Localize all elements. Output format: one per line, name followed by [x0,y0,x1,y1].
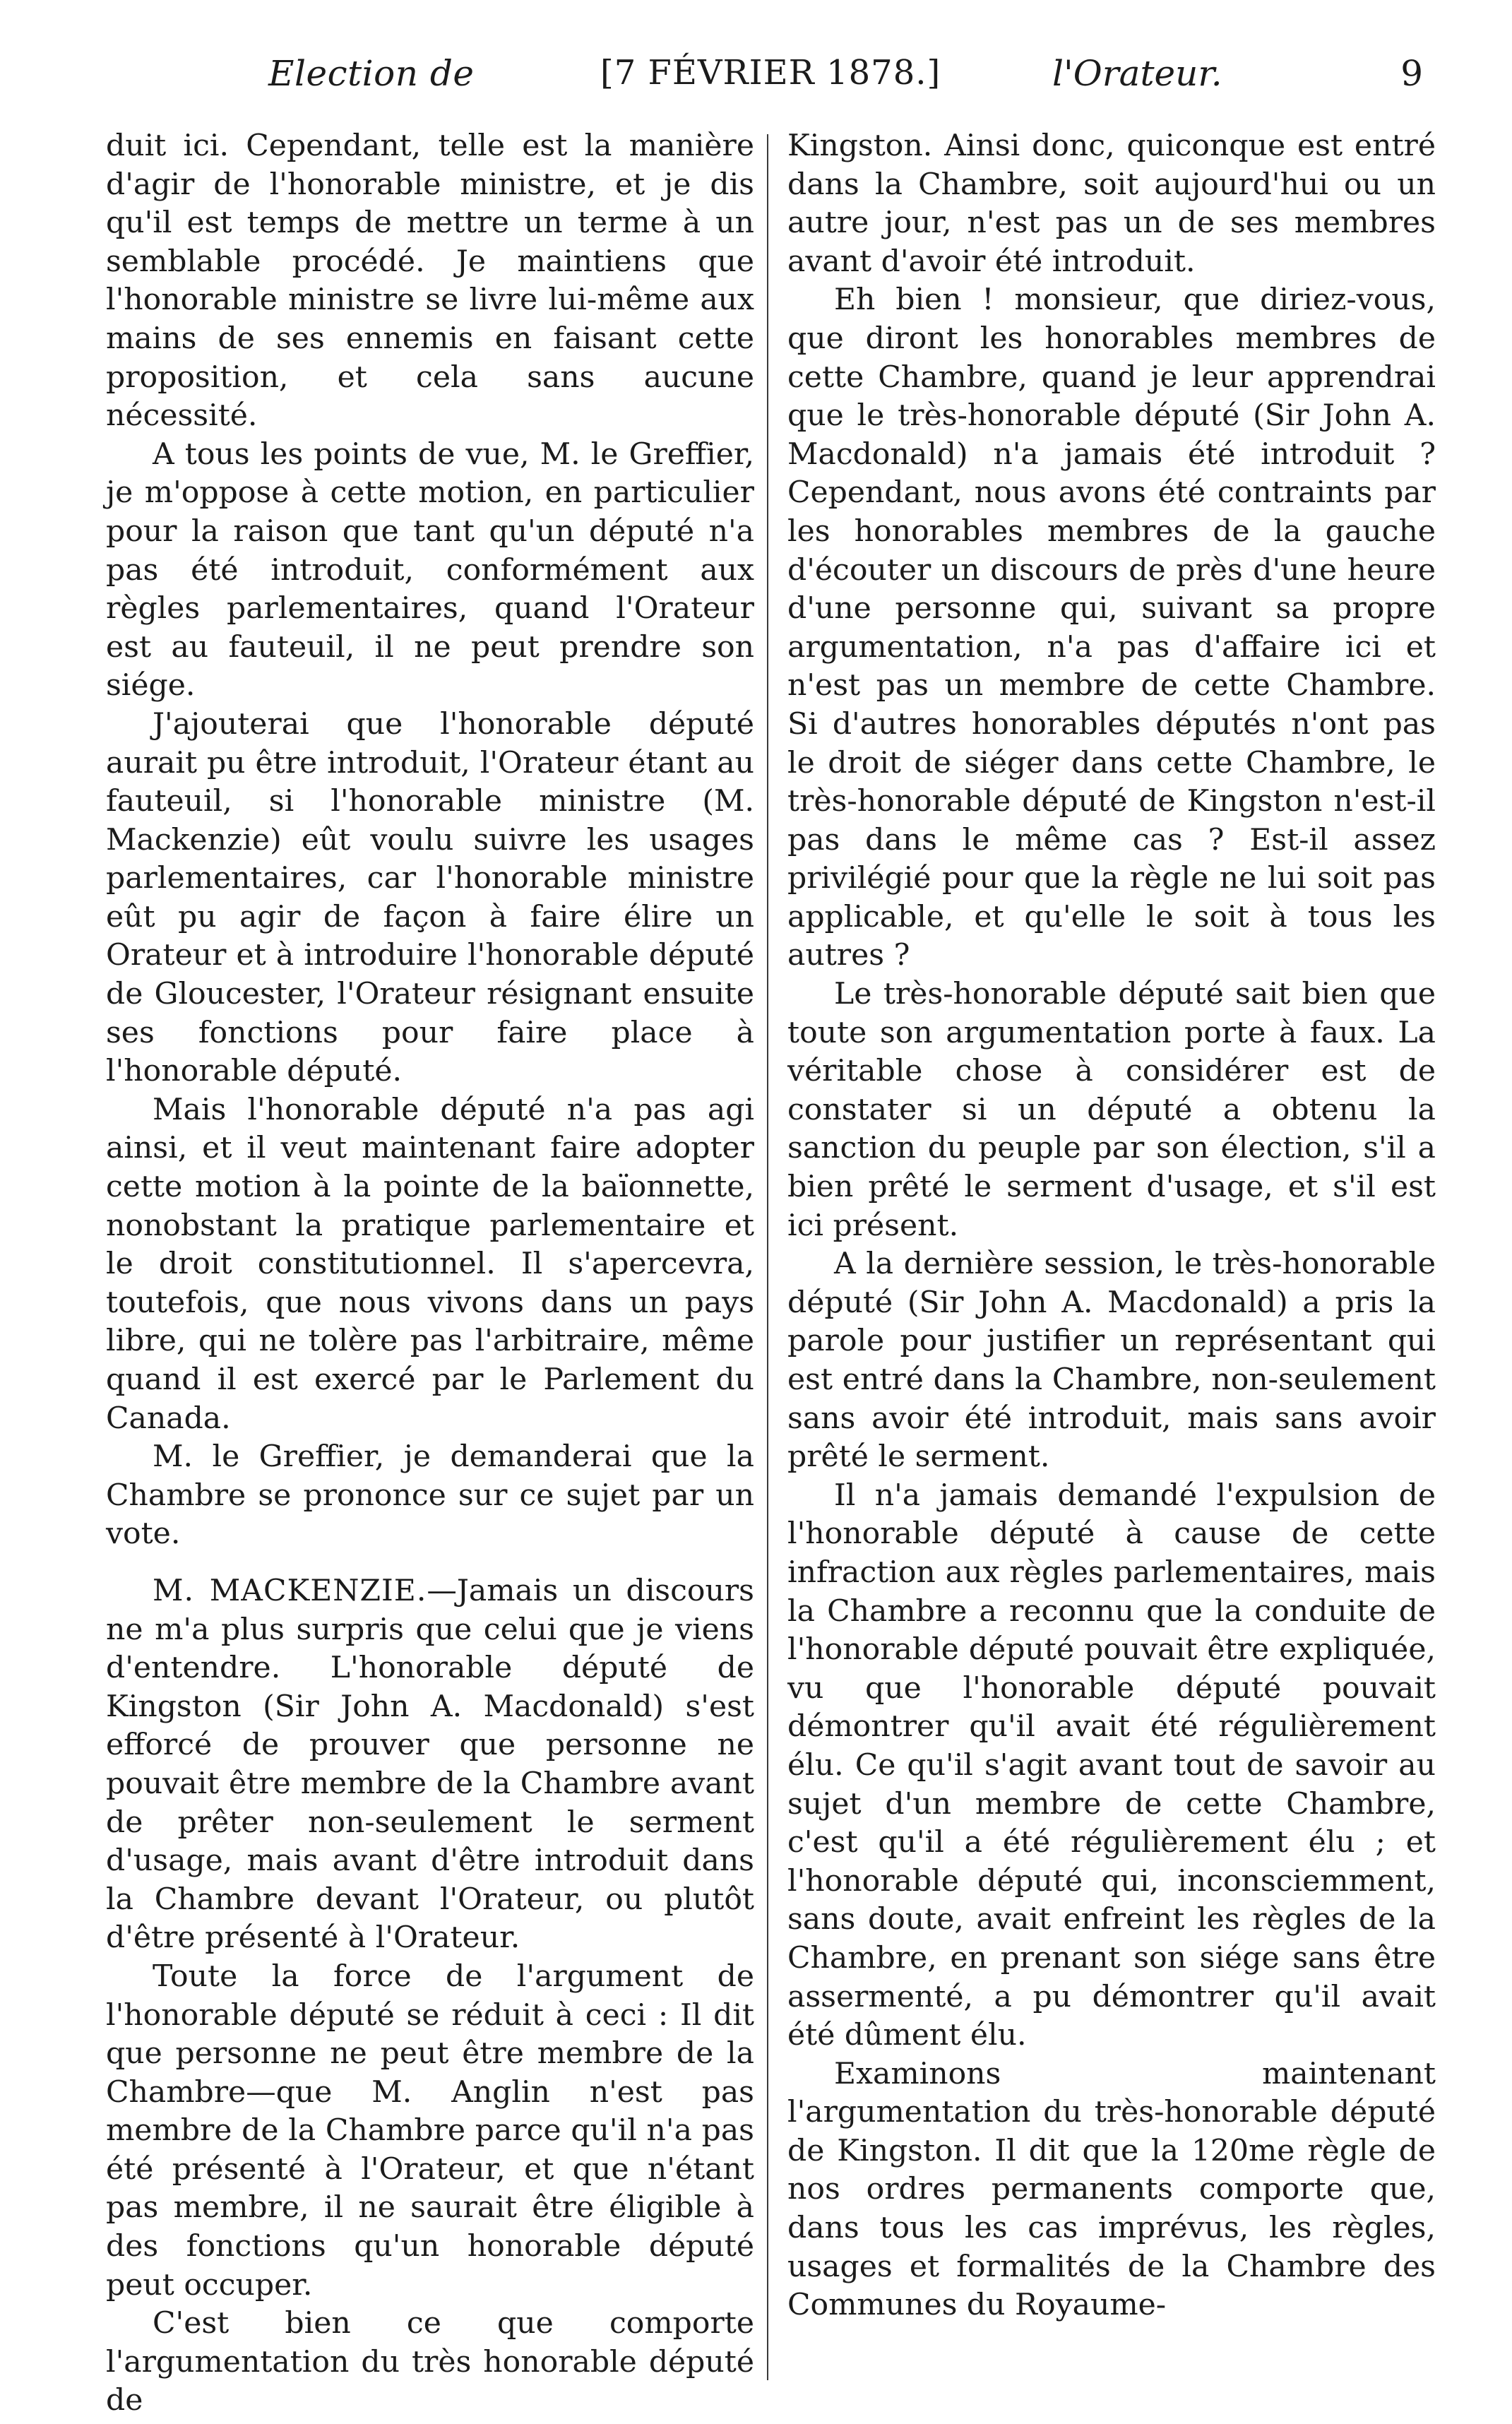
speech-text: —Jamais un discours ne m'a plus surpris que celui que je viens d'entendre. L'honorable député de Kingston (Sir John A. Macdonald) s'est efforcé de prouver que personne ne pouvait être membre de la Chambre avant de prêter non-seulement le serment d'usage, mais avant d'être introduit dans la Chambre devant l'Orateur, ou plutôt d'être présenté à l'Orateur. [106,1573,754,1956]
column-divider [767,134,768,2380]
paragraph: Kingston. Ainsi donc, quiconque est entré dans la Chambre, soit aujourd'hui ou un autre jour, n'est pas un de ses membres avant d'avoir été introduit. [787,129,1436,279]
paragraph: C'est bien ce que comporte l'argumentation du très honorable député de [106,2306,754,2418]
paragraph: A la dernière session, le très-honorable député (Sir John A. Macdonald) a pris la parole pour justifier un représentant qui est entré dans la Chambre, non-seulement sans avoir été introduit, mais sans avoir prêté le serment. [787,1247,1436,1475]
header-left: Election de [268,53,475,94]
right-column [787,127,1436,2325]
running-head [106,49,1434,113]
header-right: l'Orateur. [1052,53,1222,94]
left-column [106,127,754,2420]
paragraph: Eh bien ! monsieur, que diriez-vous, que diront les honorables membres de cette Chambre, quand je leur apprendrai que le très-honorable député (Sir John A. Macdonald) n'a jamais été introduit ? Cependant, nous avons été contraints par les honorables membres de la gauche d'écouter un discours de près d'une heure d'une personne qui, suivant sa propre argumentation, n'a pas d'affaire ici et n'est pas un membre de cette Chambre. Si d'autres honorables députés n'ont pas le droit de siéger dans cette Chambre, le très-honorable député de Kingston n'est-il pas dans le même cas ? Est-il assez privilégié pour que la règle ne lui soit pas applicable, et qu'elle le soit à tous les autres ? [787,283,1436,973]
paragraph: duit ici. Cependant, telle est la manière d'agir de l'honorable ministre, et je dis qu'il est temps de mettre un terme à un semblable procédé. Je maintiens que l'honorable ministre se livre lui-même aux mains de ses ennemis en faisant cette proposition, et cela sans aucune nécessité. [106,129,754,434]
speech-paragraph [106,1572,754,1958]
paragraph: J'ajouterai que l'honorable député aurait pu être introduit, l'Orateur étant au fauteuil, si l'honorable ministre (M. Mackenzie) eût voulu suivre les usages parlementaires, car l'honorable ministre eût pu agir de façon à faire élire un Orateur et à introduire l'honorable député de Gloucester, l'Orateur résignant ensuite ses fonctions pour faire place à l'honorable député. [106,706,754,1089]
paragraph: M. le Greffier, je demanderai que la Chambre se prononce sur ce sujet par un vote. [106,1439,754,1552]
header-date: [7 FÉVRIER 1878.] [600,53,941,93]
speaker-name: M. MACKENZIE. [153,1573,427,1608]
paragraph: Il n'a jamais demandé l'expulsion de l'honorable député à cause de cette infraction aux règles parlementaires, mais la Chambre a reconnu que la conduite de l'honorable député pouvait être expliquée, vu que l'honorable député pouvait démontrer qu'il avait été régulièrement élu. Ce qu'il s'agit avant tout de savoir au sujet d'un membre de cette Chambre, c'est qu'il a été régulièrement élu ; et l'honorable député qui, inconsciemment, sans doute, avait enfreint les règles de la Chambre, en prenant son siége sans être assermenté, a pu démontrer qu'il avait été dûment élu. [787,1478,1436,2053]
newspaper-page [106,49,1436,2418]
page-number: 9 [1400,53,1423,94]
paragraph: A tous les points de vue, M. le Greffier, je m'oppose à cette motion, en particulier pour la raison que tant qu'un député n'a pas été introduit, conformément aux règles parlementaires, quand l'Orateur est au fauteuil, il ne peut prendre son siége. [106,436,754,703]
paragraph: Mais l'honorable député n'a pas agi ainsi, et il veut maintenant faire adopter cette motion à la pointe de la baïonnette, nonobstant la pratique parlementaire et le droit constitutionnel. Il s'apercevra, toutefois, que nous vivons dans un pays libre, qui ne tolère pas l'arbitraire, même quand il est exercé par le Parlement du Canada. [106,1092,754,1436]
paragraph: Le très-honorable député sait bien que toute son argumentation porte à faux. La véritable chose à considérer est de constater si un député a obtenu la sanction du peuple par son élection, s'il a bien prêté le serment d'usage, et s'il est ici présent. [787,977,1436,1243]
paragraph: Examinons maintenant l'argumentation du très-honorable député de Kingston. Il dit que la 120me règle de nos ordres permanents comporte que, dans tous les cas imprévus, les règles, usages et formalités de la Chambre des Communes du Royaume- [787,2056,1436,2323]
paragraph: Toute la force de l'argument de l'honorable député se réduit à ceci : Il dit que personne ne peut être membre de la Chambre—que M. Anglin n'est pas membre de la Chambre parce qu'il n'a pas été présenté à l'Orateur, et que n'étant pas membre, il ne saurait être éligible à des fonctions qu'un honorable député peut occuper. [106,1959,754,2303]
